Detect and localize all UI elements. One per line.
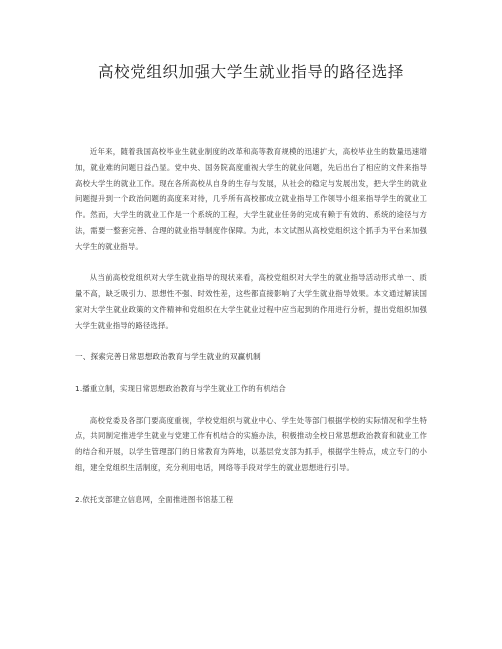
subsection-heading-1: 1.播重立制，实现日常思想政治教育与学生就业工作的有机结合 [75,383,286,393]
section-heading-1: 一、探索完善日常思想政治教育与学生就业的双赢机制 [75,352,261,362]
document-body [75,144,427,507]
paragraph-intro: 近年来，随着我国高校毕业生就业制度的改革和高等教育规模的迅速扩大，高校毕业生的数量迅速增加，就业难的问题日益凸显。党中央、国务院高度重视大学生的就业问题，先后出台了相应的文件来指导高校大学生的就业工作。现在各所高校从自身的生存与发展，从社会的稳定与发展出发，把大学生的就业问题提升到一个政治问题的高度来对待，几乎所有高校都成立就业指导工作领导小组来指导学生的就业工作。然而，大学生的就业工作是一个系统的工程，大学生就业任务的完成有赖于有效的、系统的途径与方法，需要一整套完善、合理的就业指导制度作保障。为此，本文试图从高校党组织这个抓手为平台来加强大学生的就业指导。 [75,147,427,251]
paragraph-current-situation: 从当前高校党组织对大学生就业指导的现状来看，高校党组织对大学生的就业指导活动形式单一、质量不高，缺乏吸引力、思想性不强、时效性差，这些都直接影响了大学生就业指导效果。本文通过解读国家对大学生就业政策的文件精神和党组织在大学生就业过程中应当起到的作用进行分析，提出党组织加强大学生就业指导的路径选择。 [75,273,427,330]
paragraph-subsection-1: 高校党委及各部门要高度重视，学校党组织与就业中心、学生处等部门根据学校的实际情况和学生特点，共同制定推进学生就业与党建工作有机结合的实施办法，积极推动全校日常思想政治教育和就业工作的结合和开展，以学生管理部门的日常教育为阵地，以基层党支部为抓手，根据学生特点，成立专门的小组，建全党组织生活制度，充分利用电话，网络等手段对学生的就业思想进行引导。 [75,415,427,472]
document-title: 高校党组织加强大学生就业指导的路径选择 [98,63,404,81]
subsection-heading-2: 2.依托支部建立信息网，全面推进图书馆基工程 [75,494,234,504]
